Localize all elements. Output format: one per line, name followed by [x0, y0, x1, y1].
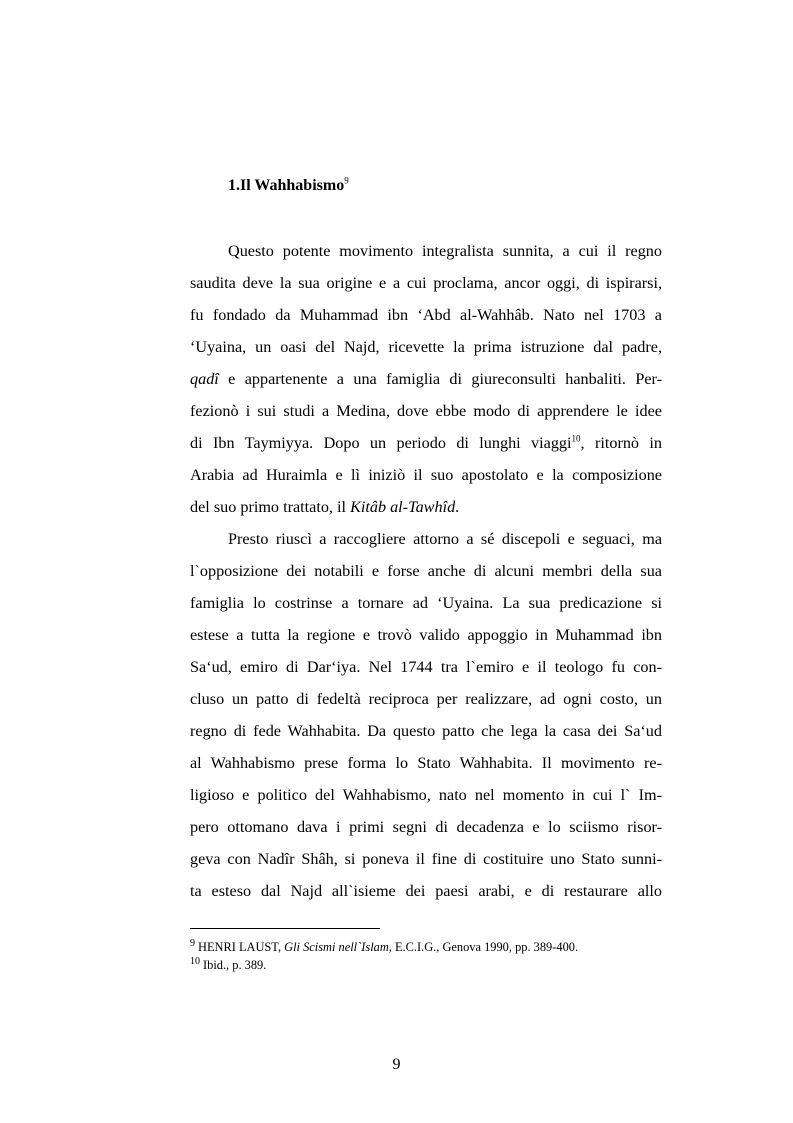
paragraph-2-line: geva con Nadîr Shâh, si poneva il fine di costituire uno Stato sunni-	[190, 850, 662, 868]
paragraph-2-line: ligioso e politico del Wahhabismo, nato nel momento in cui l` Im-	[190, 786, 662, 804]
section-heading-title: 1.Il Wahhabismo	[228, 177, 345, 194]
body-text	[190, 235, 662, 907]
paragraph-1-line: Arabia ad Huraimla e lì iniziò il suo apostolato e la composizione	[190, 466, 662, 484]
italic-title-kitab: Kitâb al-Tawhîd	[350, 498, 456, 516]
paragraph-2-line: estese a tutta la regione e trovò valido appoggio in Muhammad ibn	[190, 626, 662, 644]
paragraph-2-line: Sa‘ud, emiro di Dar‘iya. Nel 1744 tra l`emiro e il teologo fu con-	[190, 658, 662, 676]
paragraph-1-line-text: e appartenente a una famiglia di giureconsulti hanbaliti. Per-	[218, 370, 662, 388]
paragraph-2-line: famiglia lo costrinse a tornare ad ‘Uyaina. La sua predicazione si	[190, 594, 662, 612]
section-heading	[228, 174, 349, 198]
page-number: 9	[392, 1056, 401, 1073]
footnote-title: Gli Scismi nell`Islam,	[284, 940, 392, 954]
paragraph-1-line: saudita deve la sua origine e a cui proclama, ancor oggi, di ispirarsi,	[190, 274, 662, 292]
paragraph-2-line: pero ottomano dava i primi segni di decadenza e lo sciismo risor-	[190, 818, 662, 836]
paragraph-1-line: ‘Uyaina, un oasi del Najd, ricevette la prima istruzione dal padre,	[190, 338, 662, 356]
italic-term-qadi: qadî	[190, 370, 219, 388]
paragraph-2-line: Presto riuscì a raccogliere attorno a sé discepoli e seguaci, ma	[228, 530, 662, 548]
footnote-9	[190, 938, 662, 956]
paragraph-2-line: regno di fede Wahhabita. Da questo patto che lega la casa dei Sa‘ud	[190, 722, 662, 740]
footnote-divider	[190, 928, 380, 929]
paragraph-1-line-text: .	[455, 498, 460, 516]
footnote-ref-9: 9	[344, 175, 349, 186]
paragraph-2-line: ta esteso dal Najd all`isieme dei paesi arabi, e di restaurare allo	[190, 882, 662, 900]
paragraph-1-line: fu fondado da Muhammad ibn ‘Abd al-Wahhâb. Nato nel 1703 a	[190, 306, 662, 324]
footnote-text: Ibid., p. 389.	[203, 958, 267, 972]
paragraph-1-line: Questo potente movimento integralista sunnita, a cui il regno	[228, 242, 662, 260]
paragraph-1-line-text: del suo primo trattato, il	[190, 498, 351, 516]
paragraph-2-line: cluso un patto di fedeltà reciproca per realizzare, ad ogni costo, un	[190, 690, 662, 708]
paragraph-2-line: al Wahhabismo prese forma lo Stato Wahhabita. Il movimento re-	[190, 754, 662, 772]
paragraph-1-line	[190, 363, 662, 395]
footnote-10	[190, 956, 662, 974]
footnote-number: 10	[190, 955, 200, 967]
paragraph-2-line: l`opposizione dei notabili e forse anche di alcuni membri della sua	[190, 562, 662, 580]
paragraph-1-line-text: , ritornò in	[580, 434, 662, 452]
paragraph-1-line	[190, 491, 662, 523]
footnote-ref-10: 10	[571, 433, 581, 444]
paragraph-1-line	[190, 427, 662, 459]
paragraph-1-line: fezionò i sui studi a Medina, dove ebbe modo di apprendere le idee	[190, 402, 662, 420]
footnote-text: E.C.I.G., Genova 1990, pp. 389-400.	[391, 940, 579, 954]
paragraph-1-line-text: di Ibn Taymiyya. Dopo un periodo di lunghi viaggi	[190, 434, 572, 452]
footnote-number: 9	[190, 937, 195, 949]
footnotes	[190, 938, 662, 974]
footnote-author: HENRI LAUST,	[198, 940, 285, 954]
